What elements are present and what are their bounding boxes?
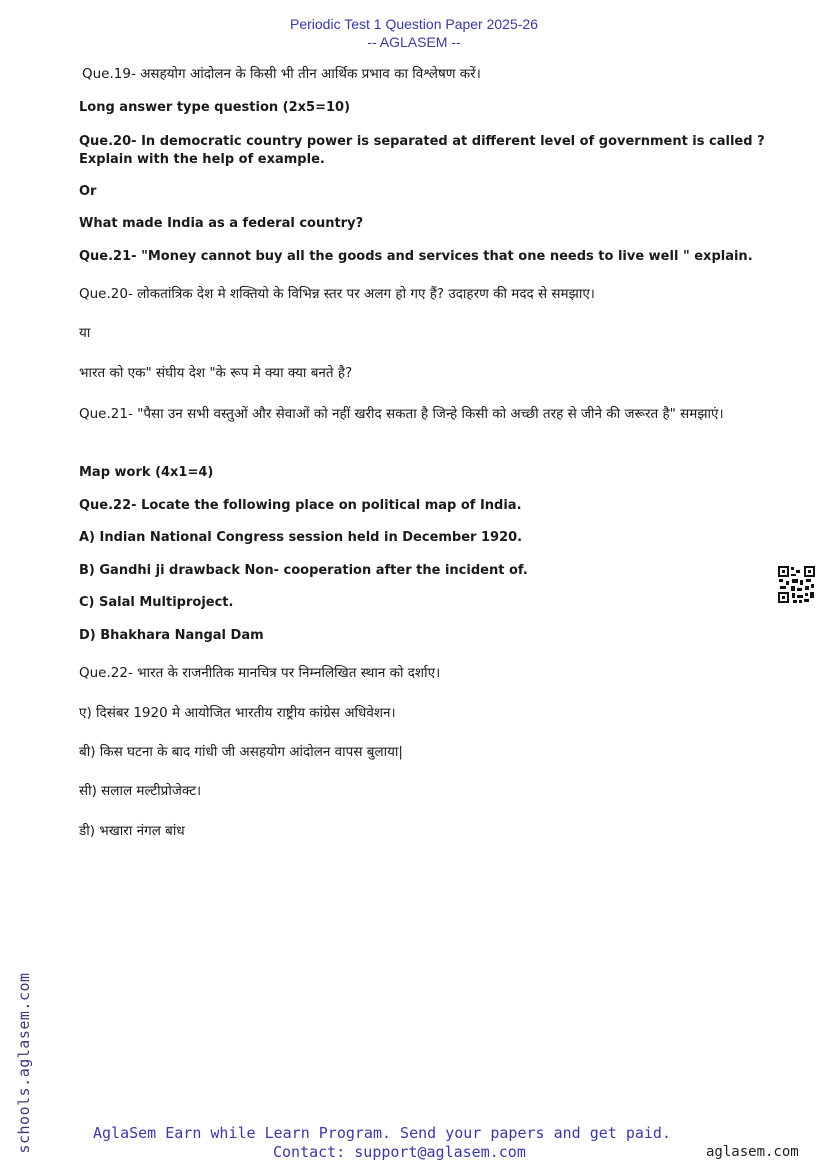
section-heading-map-work: Map work (4x1=4): [79, 465, 214, 480]
side-watermark: [14, 965, 34, 1160]
map-item-d: D) Bhakhara Nangal Dam: [79, 628, 264, 643]
or-separator-hindi: या: [79, 325, 91, 341]
footer-program-text: AglaSem Earn while Learn Program. Send your papers and get paid.: [93, 1124, 671, 1142]
question-20-hindi: Que.20- लोकतांत्रिक देश मे शक्तियो के विभिन्न स्तर पर अलग हो गए हैं? उदाहरण की मदद से समझाए।: [79, 286, 595, 302]
footer-contact[interactable]: Contact: support@aglasem.com: [273, 1143, 526, 1161]
footer-site[interactable]: aglasem.com: [706, 1144, 799, 1160]
map-item-b: B) Gandhi ji drawback Non- cooperation after the incident of.: [79, 563, 528, 578]
question-22-hindi: Que.22- भारत के राजनीतिक मानचित्र पर निम्नलिखित स्थान को दर्शाए।: [79, 665, 441, 681]
qr-code-icon[interactable]: [777, 565, 816, 604]
map-item-b-hindi: बी) किस घटना के बाद गांधी जी असहयोग आंदोलन वापस बुलाया|: [79, 744, 403, 760]
question-22-english: Que.22- Locate the following place on political map of India.: [79, 498, 522, 513]
question-20-alternative-hindi: भारत को एक" संघीय देश "के रूप मे क्या क्या बनते है?: [79, 365, 353, 381]
section-heading-long-answer: Long answer type question (2x5=10): [79, 100, 351, 115]
question-20-alternative: What made India as a federal country?: [79, 216, 364, 231]
map-item-c-hindi: सी) सलाल मल्टीप्रोजेक्ट।: [79, 783, 202, 799]
question-19-hindi: Que.19- असहयोग आंदोलन के किसी भी तीन आर्थिक प्रभाव का विश्लेषण करें।: [82, 66, 481, 82]
paper-title: Periodic Test 1 Question Paper 2025-26: [289, 16, 538, 32]
question-21-hindi: Que.21- "पैसा उन सभी वस्तुओं और सेवाओं को नहीं खरीद सकता है जिन्हे किसी को अच्छी तरह से जीने की जरूरत है" समझाएं।: [79, 406, 724, 422]
map-item-d-hindi: डी) भखारा नंगल बांध: [79, 823, 185, 839]
side-watermark-text: schools.aglasem.com: [15, 971, 33, 1154]
page-header: [0, 15, 828, 51]
paper-subtitle: -- AGLASEM --: [367, 34, 461, 50]
map-item-a-hindi: ए) दिसंबर 1920 मे आयोजित भारतीय राष्ट्रीय कांग्रेस अधिवेशन।: [79, 705, 396, 721]
or-separator: Or: [79, 184, 97, 199]
map-item-c: C) Salal Multiproject.: [79, 595, 234, 610]
question-21-english: Que.21- "Money cannot buy all the goods and services that one needs to live well " explain.: [79, 249, 753, 264]
map-item-a: A) Indian National Congress session held in December 1920.: [79, 530, 523, 545]
question-20-english: Que.20- In democratic country power is separated at different level of government is called ? Explain with the help of example.: [79, 134, 765, 167]
